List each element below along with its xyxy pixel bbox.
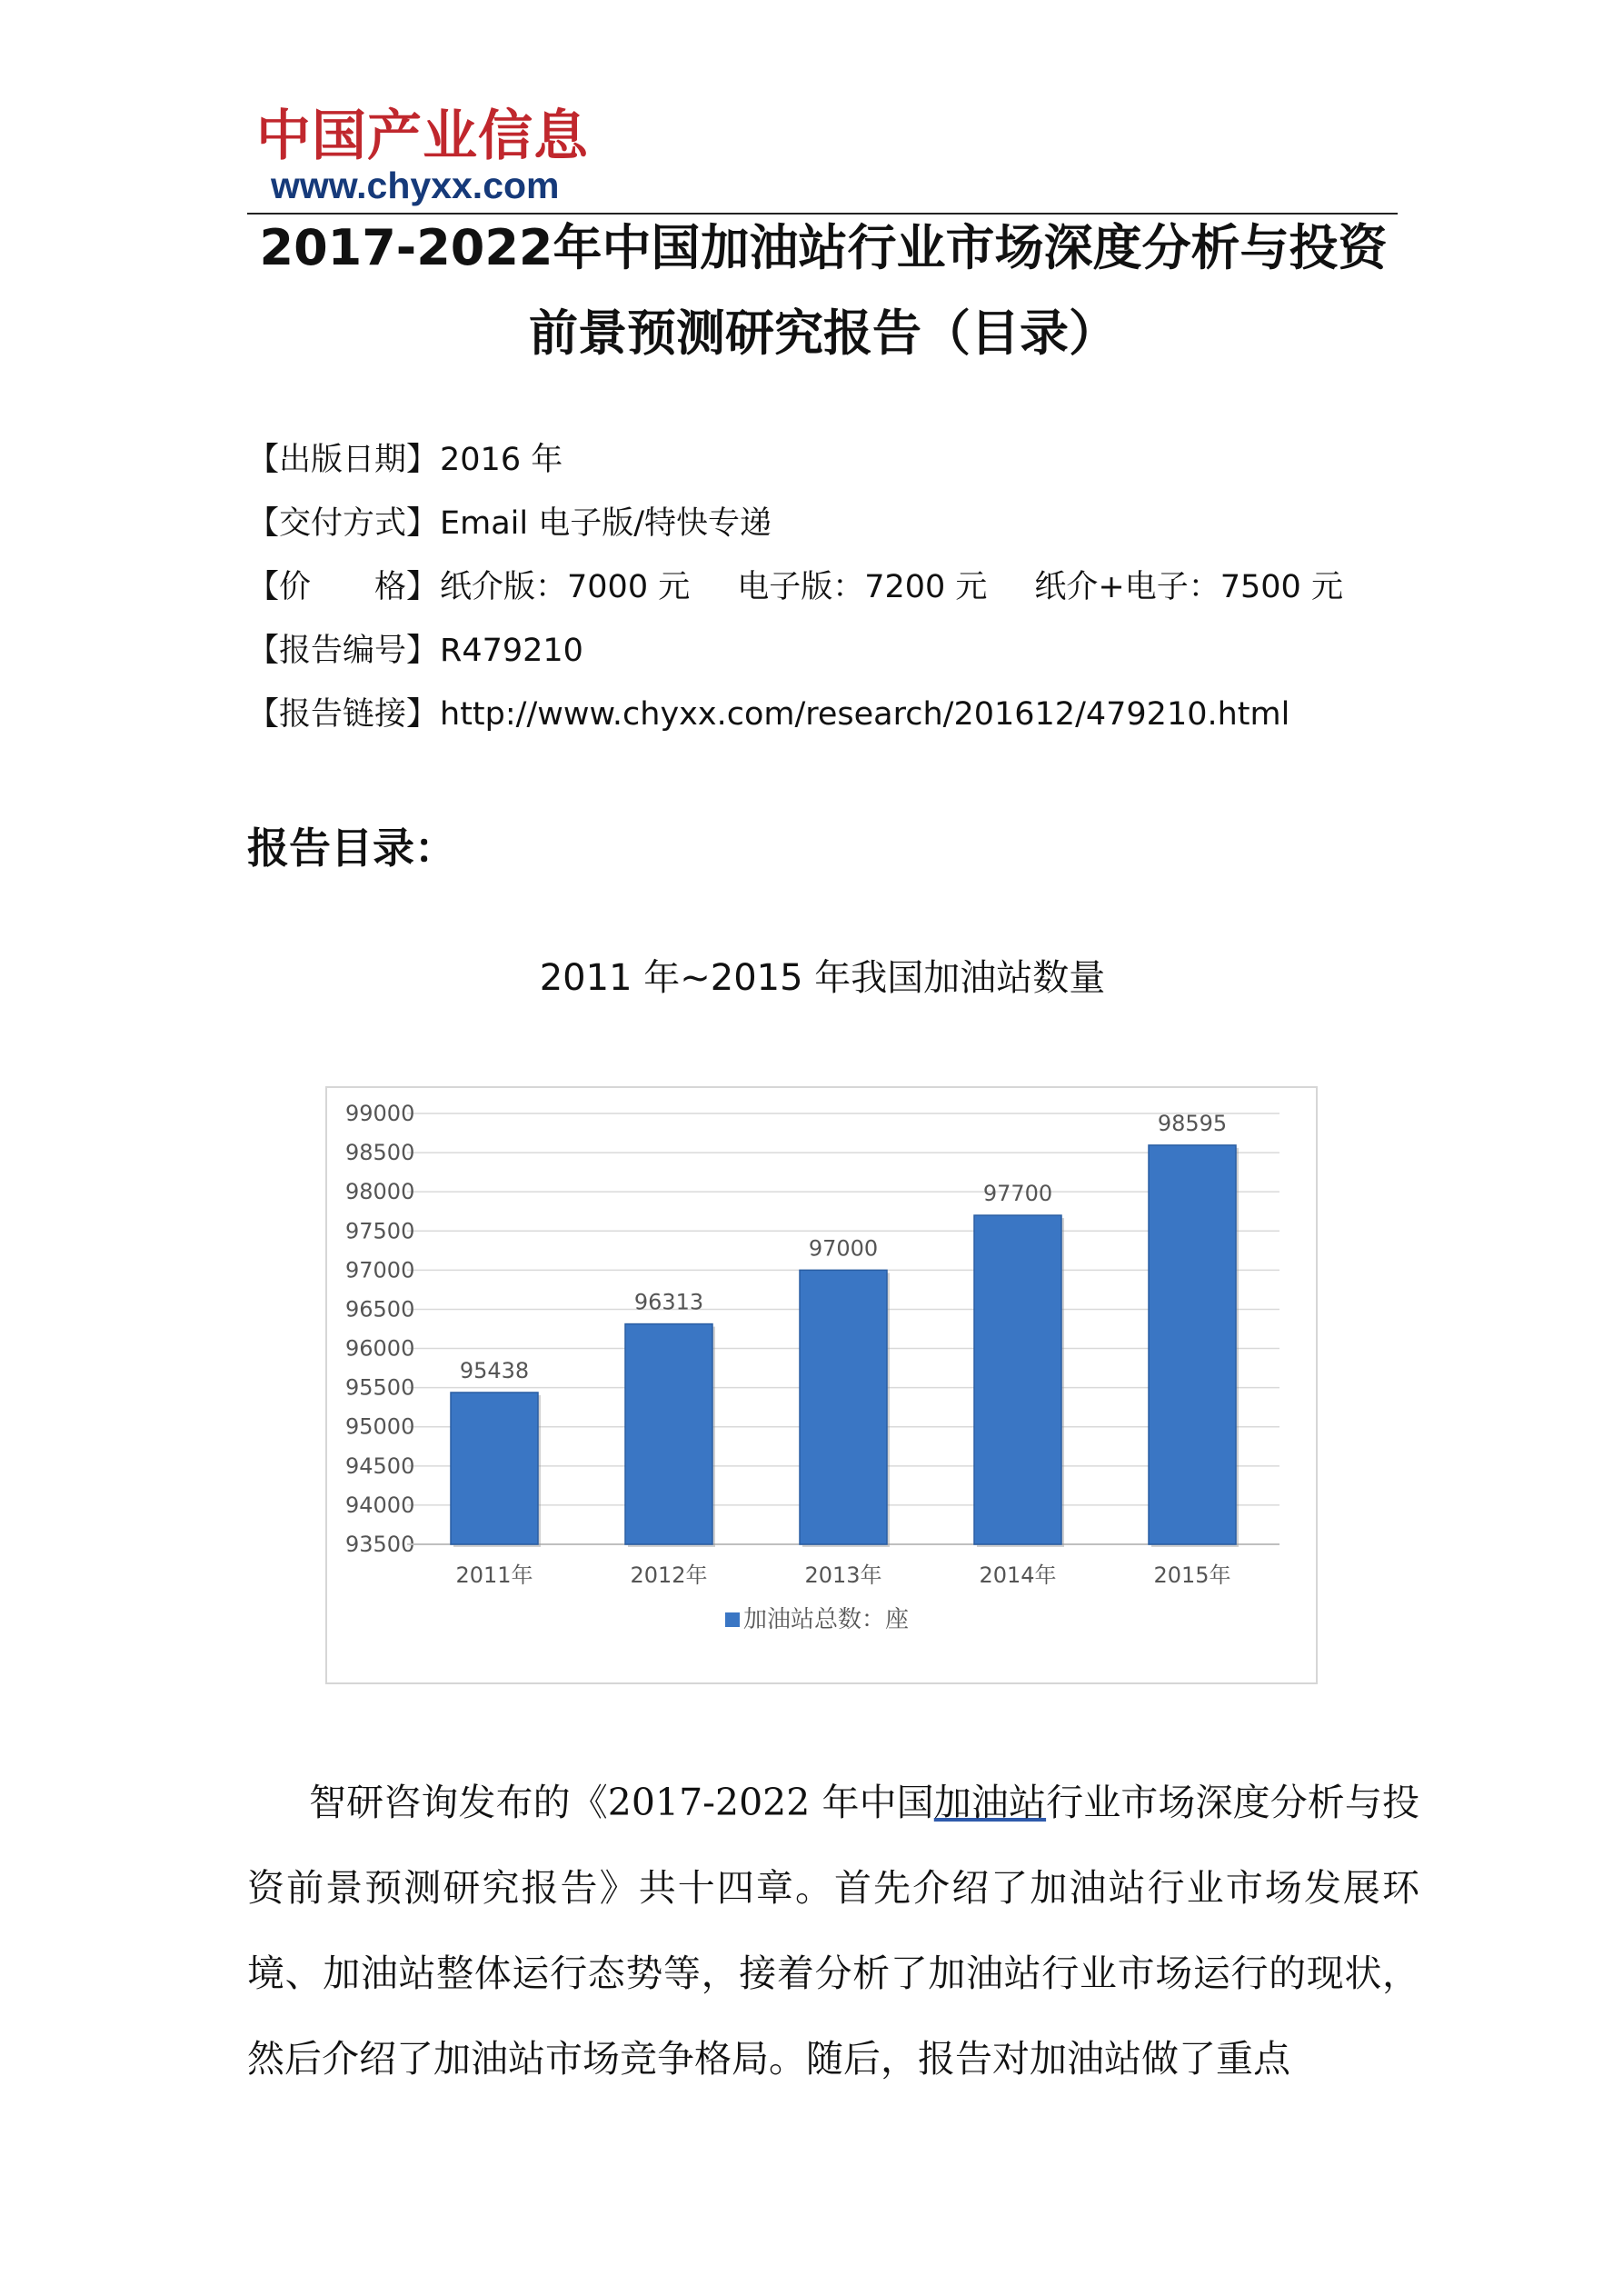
data-label: 97000 bbox=[808, 1235, 879, 1262]
data-label: 98595 bbox=[1157, 1110, 1228, 1136]
price-paper: 纸介版：7000 元 bbox=[440, 569, 691, 605]
y-tick-label: 94500 bbox=[345, 1452, 415, 1479]
meta-price bbox=[247, 569, 1343, 605]
meta-value: 2016 年 bbox=[440, 442, 563, 478]
y-tick-label: 97500 bbox=[345, 1218, 415, 1244]
paragraph-link[interactable]: 加油站 bbox=[933, 1781, 1047, 1824]
meta-label: 【报告链接】 bbox=[247, 696, 439, 733]
section-heading: 报告目录： bbox=[247, 824, 456, 873]
bar-chart bbox=[325, 1086, 1318, 1684]
meta-delivery bbox=[247, 505, 772, 542]
paragraph-text: 行业市场深度分析与投资前景预测研究报告》共十四章。首先介绍了加油站行业市场发展环境、加油站整体运行态势等，接着分析了加油站行业市场运行的现状，然后介绍了加油站市场竞争格局。随后，报告对加油站做了重点 bbox=[247, 1781, 1420, 2081]
bar bbox=[974, 1215, 1061, 1544]
bar bbox=[451, 1393, 538, 1544]
legend-swatch bbox=[725, 1612, 740, 1627]
meta-report-number bbox=[247, 633, 583, 669]
data-label: 95438 bbox=[459, 1357, 530, 1383]
x-tick-label: 2013年 bbox=[804, 1562, 882, 1588]
logo-chinese-name: 中国产业信息 bbox=[256, 105, 589, 168]
y-tick-label: 99000 bbox=[345, 1101, 415, 1126]
legend-label: 加油站总数：座 bbox=[743, 1606, 910, 1633]
brand-logo bbox=[247, 87, 611, 211]
meta-label: 【出版日期】 bbox=[247, 442, 439, 478]
y-tick-label: 97000 bbox=[345, 1257, 415, 1283]
chart-caption: 2011 年~2015 年我国加油站数量 bbox=[539, 957, 1106, 999]
y-tick-label: 98500 bbox=[345, 1140, 415, 1166]
meta-publish-date bbox=[247, 442, 563, 478]
price-electronic: 电子版：7200 元 bbox=[737, 569, 988, 605]
price-combined: 纸介+电子：7500 元 bbox=[1034, 569, 1343, 605]
meta-value: Email 电子版/特快专递 bbox=[440, 505, 772, 542]
x-tick-label: 2014年 bbox=[979, 1562, 1057, 1588]
y-tick-label: 98000 bbox=[345, 1179, 415, 1205]
bar-chart-svg bbox=[327, 1088, 1316, 1682]
y-tick-label: 95500 bbox=[345, 1374, 415, 1401]
paragraph-text: 智研咨询发布的《2017-2022 年中国 bbox=[309, 1781, 934, 1824]
data-label: 97700 bbox=[982, 1181, 1053, 1207]
report-link[interactable]: http://www.chyxx.com/research/201612/479210.html bbox=[440, 696, 1290, 733]
logo-url: www.chyxx.com bbox=[271, 165, 560, 206]
x-tick-label: 2011年 bbox=[455, 1562, 533, 1588]
meta-label: 【交付方式】 bbox=[247, 505, 439, 542]
report-title: 2017-2022年中国加油站行业市场深度分析与投资前景预测研究报告（目录） bbox=[259, 219, 1388, 362]
y-tick-label: 96500 bbox=[345, 1296, 415, 1323]
intro-paragraph bbox=[247, 1760, 1419, 2101]
x-tick-label: 2015年 bbox=[1153, 1562, 1231, 1588]
bar bbox=[1149, 1145, 1236, 1544]
x-tick-label: 2012年 bbox=[630, 1562, 708, 1588]
y-tick-label: 96000 bbox=[345, 1335, 415, 1362]
meta-value: R479210 bbox=[440, 633, 583, 669]
meta-report-link bbox=[247, 696, 1289, 733]
y-tick-label: 94000 bbox=[345, 1492, 415, 1518]
bar bbox=[625, 1324, 712, 1544]
bar bbox=[800, 1270, 887, 1544]
meta-label: 【价 格】 bbox=[247, 569, 439, 605]
meta-label: 【报告编号】 bbox=[247, 633, 439, 669]
y-tick-label: 93500 bbox=[345, 1532, 415, 1557]
data-label: 96313 bbox=[633, 1289, 704, 1315]
y-tick-label: 95000 bbox=[345, 1413, 415, 1440]
